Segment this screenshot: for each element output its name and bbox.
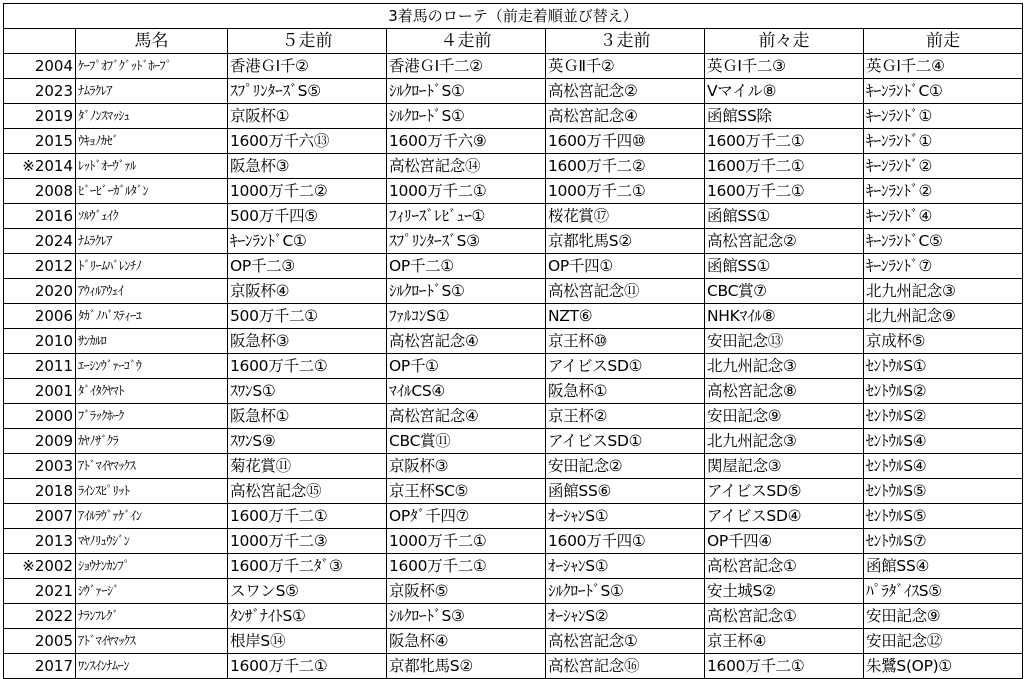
year-cell: ※2014 <box>4 154 76 179</box>
race-2-ago-cell: 1600万千二① <box>705 154 864 179</box>
race-4-ago-cell: 1000万千二① <box>387 179 546 204</box>
race-5-ago-cell: 500万千二① <box>228 304 387 329</box>
race-4-ago-cell: 1600万千二① <box>387 554 546 579</box>
table-row <box>4 179 1023 204</box>
race-4-ago-cell: ｼﾙｸﾛｰﾄﾞS③ <box>387 604 546 629</box>
race-5-ago-cell: 1600万千二① <box>228 354 387 379</box>
horse-name-cell: ﾅﾑﾗｸﾚｱ <box>76 229 228 254</box>
race-5-ago-cell: 1600万千二ﾀﾞ③ <box>228 554 387 579</box>
race-3-ago-cell: 1600万千四① <box>546 529 705 554</box>
table-row <box>4 379 1023 404</box>
table-row <box>4 54 1023 79</box>
last-race-cell: 朱鷺S(OP)① <box>864 654 1023 679</box>
table-row <box>4 604 1023 629</box>
race-3-ago-cell: 高松宮記念① <box>546 629 705 654</box>
race-5-ago-cell: 500万千四⑤ <box>228 204 387 229</box>
year-cell: 2010 <box>4 329 76 354</box>
horse-name-cell: ｼｮｳﾅﾝｶﾝﾌﾟ <box>76 554 228 579</box>
race-5-ago-cell: 根岸S⑭ <box>228 629 387 654</box>
race-3-ago-cell: 京王杯② <box>546 404 705 429</box>
horse-name-cell: ｻﾝｶﾙﾛ <box>76 329 228 354</box>
table-row <box>4 129 1023 154</box>
race-3-ago-cell: 1600万千四⑩ <box>546 129 705 154</box>
race-2-ago-cell: 函館SS除 <box>705 104 864 129</box>
year-cell: 2018 <box>4 479 76 504</box>
table-row <box>4 654 1023 679</box>
race-3-ago-cell: 京王杯⑩ <box>546 329 705 354</box>
last-race-cell: ｾﾝﾄｳﾙS④ <box>864 454 1023 479</box>
race-2-ago-cell: 高松宮記念② <box>705 229 864 254</box>
race-4-ago-cell: 阪急杯④ <box>387 629 546 654</box>
table-row <box>4 229 1023 254</box>
last-race-cell: 安田記念⑫ <box>864 629 1023 654</box>
race-3-ago-cell: 高松宮記念② <box>546 79 705 104</box>
last-race-cell: ｷｰﾝﾗﾝﾄﾞC① <box>864 79 1023 104</box>
horse-name-cell: ｳｷｮﾉｶｾﾞ <box>76 129 228 154</box>
race-4-ago-cell: ｽﾌﾟﾘﾝﾀｰｽﾞS③ <box>387 229 546 254</box>
race-3-ago-cell: OP千四① <box>546 254 705 279</box>
race-2-ago-cell: 安田記念⑬ <box>705 329 864 354</box>
race-5-ago-cell: ｽﾌﾟﾘﾝﾀｰｽﾞS⑤ <box>228 79 387 104</box>
last-race-cell: ｾﾝﾄｳﾙS① <box>864 354 1023 379</box>
year-cell: 2001 <box>4 379 76 404</box>
race-3-ago-cell: ｵｰｼｬﾝS② <box>546 604 705 629</box>
race-2-ago-cell: アイビスSD④ <box>705 504 864 529</box>
year-cell: 2009 <box>4 429 76 454</box>
year-cell: 2024 <box>4 229 76 254</box>
race-2-ago-cell: 北九州記念③ <box>705 429 864 454</box>
table-row <box>4 404 1023 429</box>
race-2-ago-cell: 安田記念⑨ <box>705 404 864 429</box>
race-4-ago-cell: 1000万千二① <box>387 529 546 554</box>
last-race-cell: ﾊﾟﾗﾀﾞｲｽS⑤ <box>864 579 1023 604</box>
year-cell: 2015 <box>4 129 76 154</box>
table-row <box>4 304 1023 329</box>
race-5-ago-cell: 1600万千六⑬ <box>228 129 387 154</box>
race-4-ago-cell: ﾌｧﾙｺﾝS① <box>387 304 546 329</box>
race-4-ago-cell: 1600万千六⑨ <box>387 129 546 154</box>
year-cell: 2013 <box>4 529 76 554</box>
table-row <box>4 504 1023 529</box>
race-5-ago-cell: OP千二③ <box>228 254 387 279</box>
race-2-ago-cell: 安土城S② <box>705 579 864 604</box>
table-row <box>4 104 1023 129</box>
table-row <box>4 554 1023 579</box>
horse-name-cell: ﾗｲﾝｽﾋﾟﾘｯﾄ <box>76 479 228 504</box>
last-race-cell: ｾﾝﾄｳﾙS② <box>864 379 1023 404</box>
race-2-ago-cell: 1600万千二① <box>705 179 864 204</box>
horse-name-cell: ｱﾄﾞﾏｲﾔﾏｯｸｽ <box>76 454 228 479</box>
header-row <box>4 29 1023 54</box>
last-race-cell: ｾﾝﾄｳﾙS⑦ <box>864 529 1023 554</box>
race-4-ago-cell: ﾌｨﾘｰｽﾞﾚﾋﾞｭｰ① <box>387 204 546 229</box>
last-race-cell: 京成杯⑤ <box>864 329 1023 354</box>
race-4-ago-cell: 香港ＧⅠ千二② <box>387 54 546 79</box>
last-race-cell: ｷｰﾝﾗﾝﾄﾞ① <box>864 104 1023 129</box>
race-2-ago-cell: 1600万千二① <box>705 654 864 679</box>
header-year <box>4 29 76 54</box>
horse-name-cell: ﾀﾞｲﾀｸﾔﾏﾄ <box>76 379 228 404</box>
last-race-cell: ｷｰﾝﾗﾝﾄﾞ① <box>864 129 1023 154</box>
year-cell: 2000 <box>4 404 76 429</box>
race-4-ago-cell: 京都牝馬S② <box>387 654 546 679</box>
race-3-ago-cell: ｵｰｼｬﾝS① <box>546 554 705 579</box>
year-cell: ※2002 <box>4 554 76 579</box>
horse-name-cell: ﾅﾑﾗｸﾚｱ <box>76 79 228 104</box>
horse-name-cell: ﾋﾞｰﾋﾞｰｶﾞﾙﾀﾞﾝ <box>76 179 228 204</box>
race-5-ago-cell: ﾀﾝｻﾞﾅｲﾄS① <box>228 604 387 629</box>
race-2-ago-cell: 高松宮記念① <box>705 554 864 579</box>
race-5-ago-cell: ｽﾜﾝS① <box>228 379 387 404</box>
year-cell: 2006 <box>4 304 76 329</box>
race-5-ago-cell: 1000万千二② <box>228 179 387 204</box>
race-2-ago-cell: 高松宮記念① <box>705 604 864 629</box>
race-4-ago-cell: 高松宮記念⑭ <box>387 154 546 179</box>
race-2-ago-cell: 1600万千二① <box>705 129 864 154</box>
race-3-ago-cell: 阪急杯① <box>546 379 705 404</box>
horse-name-cell: ｱﾄﾞﾏｲﾔﾏｯｸｽ <box>76 629 228 654</box>
horse-name-cell: ｴｰｼﾝｳﾞｧｰｺﾞｳ <box>76 354 228 379</box>
year-cell: 2023 <box>4 79 76 104</box>
horse-name-cell: ｹｰﾌﾟｵﾌﾞｸﾞｯﾄﾞﾎｰﾌﾟ <box>76 54 228 79</box>
race-2-ago-cell: 函館SS① <box>705 204 864 229</box>
race-3-ago-cell: 高松宮記念⑪ <box>546 279 705 304</box>
race-4-ago-cell: 高松宮記念④ <box>387 329 546 354</box>
race-3-ago-cell: アイビスSD① <box>546 429 705 454</box>
table-row <box>4 254 1023 279</box>
race-3-ago-cell: アイビスSD① <box>546 354 705 379</box>
table-row <box>4 279 1023 304</box>
table-row <box>4 579 1023 604</box>
last-race-cell: 函館SS④ <box>864 554 1023 579</box>
race-3-ago-cell: 1000万千二① <box>546 179 705 204</box>
race-5-ago-cell: 阪急杯③ <box>228 329 387 354</box>
header-race-4-ago: ４走前 <box>387 29 546 54</box>
horse-name-cell: ｶﾔﾉｻﾞｸﾗ <box>76 429 228 454</box>
year-cell: 2016 <box>4 204 76 229</box>
race-5-ago-cell: 京阪杯① <box>228 104 387 129</box>
race-5-ago-cell: 1600万千二① <box>228 504 387 529</box>
year-cell: 2012 <box>4 254 76 279</box>
race-5-ago-cell: 高松宮記念⑮ <box>228 479 387 504</box>
race-4-ago-cell: ｼﾙｸﾛｰﾄﾞS① <box>387 79 546 104</box>
race-2-ago-cell: アイビスSD⑤ <box>705 479 864 504</box>
race-5-ago-cell: スワンS⑤ <box>228 579 387 604</box>
race-5-ago-cell: ｽﾜﾝS⑨ <box>228 429 387 454</box>
last-race-cell: ｾﾝﾄｳﾙS② <box>864 404 1023 429</box>
table-row <box>4 429 1023 454</box>
last-race-cell: ｷｰﾝﾗﾝﾄﾞC⑤ <box>864 229 1023 254</box>
race-4-ago-cell: ﾏｲﾙCS④ <box>387 379 546 404</box>
year-cell: 2019 <box>4 104 76 129</box>
race-5-ago-cell: ｷｰﾝﾗﾝﾄﾞC① <box>228 229 387 254</box>
horse-name-cell: ｼｳﾞｧｰｼﾞ <box>76 579 228 604</box>
year-cell: 2021 <box>4 579 76 604</box>
race-2-ago-cell: 函館SS① <box>705 254 864 279</box>
year-cell: 2003 <box>4 454 76 479</box>
horse-name-cell: ﾚｯﾄﾞｵｰｳﾞｧﾙ <box>76 154 228 179</box>
race-4-ago-cell: ｼﾙｸﾛｰﾄﾞS① <box>387 104 546 129</box>
table-row <box>4 529 1023 554</box>
header-horse-name: 馬名 <box>76 29 228 54</box>
race-5-ago-cell: 阪急杯① <box>228 404 387 429</box>
year-cell: 2017 <box>4 654 76 679</box>
table-row <box>4 154 1023 179</box>
year-cell: 2007 <box>4 504 76 529</box>
header-race-5-ago: ５走前 <box>228 29 387 54</box>
year-cell: 2004 <box>4 54 76 79</box>
table-row <box>4 329 1023 354</box>
race-4-ago-cell: OPﾀﾞ千四⑦ <box>387 504 546 529</box>
race-3-ago-cell: 高松宮記念⑯ <box>546 654 705 679</box>
horse-name-cell: ﾌﾞﾗｯｸﾎｰｸ <box>76 404 228 429</box>
year-cell: 2005 <box>4 629 76 654</box>
race-2-ago-cell: 北九州記念③ <box>705 354 864 379</box>
horse-name-cell: ﾀﾞﾉﾝｽﾏｯｼｭ <box>76 104 228 129</box>
race-2-ago-cell: 英ＧⅠ千二③ <box>705 54 864 79</box>
race-5-ago-cell: 1000万千二③ <box>228 529 387 554</box>
horse-name-cell: ｱｲﾙﾗｳﾞｧｹﾞｲﾝ <box>76 504 228 529</box>
last-race-cell: ｷｰﾝﾗﾝﾄﾞ④ <box>864 204 1023 229</box>
race-3-ago-cell: ｼﾙｸﾛｰﾄﾞS① <box>546 579 705 604</box>
race-3-ago-cell: 英ＧⅡ千② <box>546 54 705 79</box>
race-4-ago-cell: OP千二① <box>387 254 546 279</box>
last-race-cell: ｷｰﾝﾗﾝﾄﾞ⑦ <box>864 254 1023 279</box>
header-last-race: 前走 <box>864 29 1023 54</box>
horse-name-cell: ﾜﾝｽｲﾝﾅﾑｰﾝ <box>76 654 228 679</box>
race-3-ago-cell: NZT⑥ <box>546 304 705 329</box>
header-race-3-ago: ３走前 <box>546 29 705 54</box>
race-2-ago-cell: OP千四④ <box>705 529 864 554</box>
horse-name-cell: ﾏﾔﾉﾘｭｳｼﾞﾝ <box>76 529 228 554</box>
title-row <box>4 4 1023 29</box>
last-race-cell: ｾﾝﾄｳﾙS④ <box>864 429 1023 454</box>
race-4-ago-cell: 京阪杯③ <box>387 454 546 479</box>
year-cell: 2011 <box>4 354 76 379</box>
last-race-cell: ｾﾝﾄｳﾙS⑤ <box>864 479 1023 504</box>
last-race-cell: ｷｰﾝﾗﾝﾄﾞ② <box>864 179 1023 204</box>
last-race-cell: 北九州記念③ <box>864 279 1023 304</box>
horse-name-cell: ﾀｶﾞﾉﾊﾞｽﾃｨｰﾕ <box>76 304 228 329</box>
race-5-ago-cell: 1600万千二① <box>228 654 387 679</box>
horse-name-cell: ﾅﾗﾝﾌﾚｸﾞ <box>76 604 228 629</box>
race-3-ago-cell: 安田記念② <box>546 454 705 479</box>
year-cell: 2020 <box>4 279 76 304</box>
race-2-ago-cell: CBC賞⑦ <box>705 279 864 304</box>
race-4-ago-cell: 高松宮記念④ <box>387 404 546 429</box>
race-2-ago-cell: Vマイル⑧ <box>705 79 864 104</box>
year-cell: 2008 <box>4 179 76 204</box>
table-row <box>4 204 1023 229</box>
race-5-ago-cell: 京阪杯④ <box>228 279 387 304</box>
last-race-cell: 英ＧⅠ千二④ <box>864 54 1023 79</box>
horse-name-cell: ｿﾙｳﾞｪｲｸ <box>76 204 228 229</box>
race-4-ago-cell: CBC賞⑪ <box>387 429 546 454</box>
race-4-ago-cell: OP千① <box>387 354 546 379</box>
race-3-ago-cell: ｵｰｼｬﾝS① <box>546 504 705 529</box>
rotation-table <box>3 3 1023 679</box>
last-race-cell: 北九州記念⑨ <box>864 304 1023 329</box>
table-row <box>4 354 1023 379</box>
table-row <box>4 629 1023 654</box>
race-3-ago-cell: 高松宮記念④ <box>546 104 705 129</box>
race-3-ago-cell: 函館SS⑥ <box>546 479 705 504</box>
race-4-ago-cell: 京王杯SC⑤ <box>387 479 546 504</box>
race-3-ago-cell: 京都牝馬S② <box>546 229 705 254</box>
last-race-cell: 安田記念⑨ <box>864 604 1023 629</box>
race-3-ago-cell: 桜花賞⑰ <box>546 204 705 229</box>
header-race-2-ago: 前々走 <box>705 29 864 54</box>
horse-name-cell: ｱｳｨﾙｱｳｪｲ <box>76 279 228 304</box>
race-2-ago-cell: NHKﾏｲﾙ⑧ <box>705 304 864 329</box>
race-4-ago-cell: 京阪杯⑤ <box>387 579 546 604</box>
table-title: 3着馬のローテ（前走着順並び替え） <box>4 4 1023 29</box>
race-5-ago-cell: 香港ＧⅠ千② <box>228 54 387 79</box>
last-race-cell: ｾﾝﾄｳﾙS⑤ <box>864 504 1023 529</box>
last-race-cell: ｷｰﾝﾗﾝﾄﾞ② <box>864 154 1023 179</box>
race-4-ago-cell: ｼﾙｸﾛｰﾄﾞS① <box>387 279 546 304</box>
race-2-ago-cell: 関屋記念③ <box>705 454 864 479</box>
year-cell: 2022 <box>4 604 76 629</box>
race-2-ago-cell: 高松宮記念⑧ <box>705 379 864 404</box>
race-3-ago-cell: 1600万千二② <box>546 154 705 179</box>
horse-name-cell: ﾄﾞﾘｰﾑﾊﾞﾚﾝﾁﾉ <box>76 254 228 279</box>
table-row <box>4 479 1023 504</box>
table-row <box>4 454 1023 479</box>
race-5-ago-cell: 菊花賞⑪ <box>228 454 387 479</box>
race-2-ago-cell: 京王杯④ <box>705 629 864 654</box>
race-5-ago-cell: 阪急杯③ <box>228 154 387 179</box>
table-body <box>4 54 1023 679</box>
table-row <box>4 79 1023 104</box>
